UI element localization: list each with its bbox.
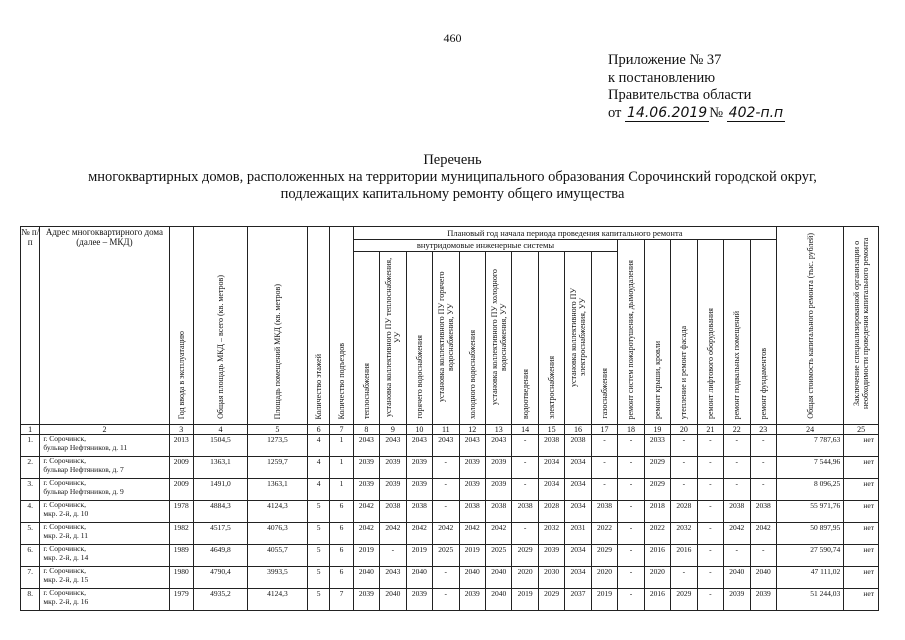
appendix-line-1: Приложение № 37	[608, 52, 722, 68]
plan-year-cell: 2038	[724, 501, 750, 523]
address-city: г. Сорочинск,	[43, 544, 87, 553]
plan-year-cell: 2030	[538, 567, 564, 589]
header-entrances: Количество подъездов	[330, 227, 353, 425]
plan-year-cell: -	[697, 457, 723, 479]
plan-year-cell: 2039	[406, 479, 432, 501]
column-number: 5	[247, 425, 307, 435]
plan-year-cell: 2043	[485, 435, 511, 457]
commission-year: 1978	[169, 501, 193, 523]
column-number: 1	[21, 425, 40, 435]
commission-year: 2013	[169, 435, 193, 457]
header-sub-5: холодного водоснабжения	[459, 252, 485, 425]
plan-year-cell: 2040	[380, 589, 406, 611]
plan-year-cell: 2042	[353, 523, 379, 545]
entrances-count: 1	[330, 479, 353, 501]
plan-year-cell: -	[512, 435, 538, 457]
address-street: мкр. 2-й, д. 14	[43, 552, 89, 562]
plan-year-cell: 2034	[565, 545, 591, 567]
table-row	[21, 457, 879, 479]
conclusion: нет	[844, 479, 879, 501]
handwritten-date: 14.06.2019	[627, 104, 708, 121]
row-number: 7.	[21, 567, 40, 589]
plan-year-cell: 2038	[565, 435, 591, 457]
plan-year-cell: -	[618, 589, 644, 611]
plan-year-cell: 2043	[459, 435, 485, 457]
plan-year-cell: -	[618, 457, 644, 479]
header-conclusion: Заключение специализированной организации о необходимости проведения капитального ремонта	[844, 227, 879, 425]
address-city: г. Сорочинск,	[43, 588, 87, 597]
entrances-count: 7	[330, 589, 353, 611]
row-number: 8.	[21, 589, 40, 611]
plan-year-cell: -	[591, 457, 617, 479]
plan-year-cell: 2042	[459, 523, 485, 545]
plan-year-cell: 2042	[750, 523, 777, 545]
plan-year-cell: -	[697, 523, 723, 545]
plan-year-cell: 2039	[459, 479, 485, 501]
plan-year-cell: 2040	[353, 567, 379, 589]
entrances-count: 6	[330, 567, 353, 589]
address-street: мкр. 2-й, д. 16	[43, 596, 89, 606]
plan-year-cell: 2038	[538, 435, 564, 457]
address-city: г. Сорочинск,	[43, 456, 87, 465]
plan-year-cell: 2038	[512, 501, 538, 523]
commission-year: 2009	[169, 479, 193, 501]
plan-year-cell: 2034	[538, 479, 564, 501]
plan-year-cell: 2029	[644, 457, 670, 479]
appendix-line-3: Правительства области	[608, 87, 752, 103]
header-sub-3: горячего водоснабжения	[406, 252, 432, 425]
column-number: 3	[169, 425, 193, 435]
table-row	[21, 479, 879, 501]
table-row	[21, 567, 879, 589]
plan-year-cell: 2043	[406, 435, 432, 457]
conclusion: нет	[844, 567, 879, 589]
plan-year-cell: 2039	[353, 457, 379, 479]
address-street: бульвар Нефтяников, д. 9	[43, 486, 124, 496]
header-sub-6: установка коллективного ПУ холодного водоснабжения, УУ	[485, 252, 511, 425]
plan-year-cell: 2038	[591, 501, 617, 523]
plan-year-cell: 2039	[459, 589, 485, 611]
plan-year-cell: 2025	[433, 545, 459, 567]
plan-year-cell: 2029	[644, 479, 670, 501]
entrances-count: 6	[330, 501, 353, 523]
floors-count: 4	[307, 457, 329, 479]
plan-year-cell: 2016	[671, 545, 697, 567]
row-number: 1.	[21, 435, 40, 457]
appendix-block	[608, 52, 785, 122]
column-number: 18	[618, 425, 644, 435]
plan-year-cell: 2039	[750, 589, 777, 611]
header-total-area: Общая площадь МКД – всего (кв. метров)	[193, 227, 247, 425]
plan-year-cell: 2019	[591, 589, 617, 611]
conclusion: нет	[844, 501, 879, 523]
plan-year-cell: 2042	[380, 523, 406, 545]
plan-year-cell: 2019	[353, 545, 379, 567]
total-area: 1504,5	[193, 435, 247, 457]
column-number: 6	[307, 425, 329, 435]
plan-year-cell: 2042	[433, 523, 459, 545]
premises-area: 4055,7	[247, 545, 307, 567]
address-city: г. Сорочинск,	[43, 434, 87, 443]
premises-area: 1363,1	[247, 479, 307, 501]
plan-year-cell: 2022	[591, 523, 617, 545]
plan-year-cell: 2039	[380, 457, 406, 479]
header-sub-8: электроснабжения	[538, 252, 564, 425]
plan-year-cell: 2028	[671, 501, 697, 523]
address-city: г. Сорочинск,	[43, 478, 87, 487]
plan-year-cell: -	[618, 545, 644, 567]
repair-cost: 27 590,74	[777, 545, 844, 567]
commission-year: 1989	[169, 545, 193, 567]
appendix-line-2: к постановлению	[608, 69, 716, 86]
plan-year-cell: 2039	[485, 479, 511, 501]
plan-year-cell: -	[618, 435, 644, 457]
header-sub-2: установка коллективного ПУ теплоснабжения, УУ	[380, 252, 406, 425]
plan-year-cell: 2018	[644, 501, 670, 523]
address-cell	[40, 523, 169, 545]
plan-year-cell: 2043	[380, 435, 406, 457]
repair-cost: 7 544,96	[777, 457, 844, 479]
plan-year-cell: -	[697, 479, 723, 501]
plan-year-cell: 2029	[512, 545, 538, 567]
plan-year-cell: 2025	[485, 545, 511, 567]
plan-year-cell: 2043	[433, 435, 459, 457]
column-number: 12	[459, 425, 485, 435]
total-area: 4649,8	[193, 545, 247, 567]
header-sub-14: ремонт лифтового оборудования	[697, 240, 723, 425]
plan-year-cell: 2039	[724, 589, 750, 611]
repair-cost: 47 111,02	[777, 567, 844, 589]
plan-year-cell: 2032	[538, 523, 564, 545]
repair-cost: 50 897,95	[777, 523, 844, 545]
plan-year-cell: 2034	[538, 457, 564, 479]
plan-year-cell: 2040	[459, 567, 485, 589]
commission-year: 1982	[169, 523, 193, 545]
plan-year-cell: -	[512, 479, 538, 501]
entrances-count: 1	[330, 435, 353, 457]
row-number: 4.	[21, 501, 40, 523]
total-area: 4935,2	[193, 589, 247, 611]
plan-year-cell: -	[433, 567, 459, 589]
header-sub-15: ремонт подвальных помещений	[724, 240, 750, 425]
column-number: 24	[777, 425, 844, 435]
plan-year-cell: 2043	[380, 567, 406, 589]
column-number: 19	[644, 425, 670, 435]
mkd-table	[20, 226, 879, 611]
header-sub-10: газоснабжения	[591, 252, 617, 425]
total-area: 4790,4	[193, 567, 247, 589]
plan-year-cell: -	[724, 479, 750, 501]
plan-year-cell: -	[671, 479, 697, 501]
plan-year-cell: 2016	[644, 589, 670, 611]
row-number: 2.	[21, 457, 40, 479]
plan-year-cell: 2039	[353, 479, 379, 501]
plan-year-cell: 2034	[565, 479, 591, 501]
address-street: мкр. 2-й, д. 15	[43, 574, 89, 584]
floors-count: 5	[307, 589, 329, 611]
column-number: 22	[724, 425, 750, 435]
column-number: 13	[485, 425, 511, 435]
header-sub-4: установка коллективного ПУ горячего водоснабжения, УУ	[433, 252, 459, 425]
repair-cost: 55 971,76	[777, 501, 844, 523]
premises-area: 1273,5	[247, 435, 307, 457]
plan-year-cell: -	[697, 545, 723, 567]
floors-count: 5	[307, 501, 329, 523]
plan-year-cell: 2039	[353, 589, 379, 611]
entrances-count: 6	[330, 523, 353, 545]
plan-year-cell: -	[618, 523, 644, 545]
header-sub-7: водоотведения	[512, 252, 538, 425]
total-area: 4517,5	[193, 523, 247, 545]
address-cell	[40, 567, 169, 589]
plan-year-cell: 2037	[565, 589, 591, 611]
column-number: 20	[671, 425, 697, 435]
column-number: 8	[353, 425, 379, 435]
document-title	[0, 152, 905, 203]
repair-cost: 8 096,25	[777, 479, 844, 501]
header-no: № п/п	[21, 227, 40, 425]
handwritten-number: 402-п.п	[728, 104, 784, 121]
plan-year-cell: 2039	[406, 457, 432, 479]
plan-year-cell: -	[750, 435, 777, 457]
address-street: мкр. 2-й, д. 11	[43, 530, 89, 540]
row-number: 6.	[21, 545, 40, 567]
plan-year-cell: -	[380, 545, 406, 567]
total-area: 1363,1	[193, 457, 247, 479]
plan-year-cell: 2033	[644, 435, 670, 457]
conclusion: нет	[844, 545, 879, 567]
column-number: 7	[330, 425, 353, 435]
plan-year-cell: -	[671, 457, 697, 479]
header-engineering-systems: внутридомовые инженерные системы	[353, 240, 618, 252]
plan-year-cell: 2039	[485, 457, 511, 479]
plan-year-cell: -	[618, 501, 644, 523]
plan-year-cell: 2019	[512, 589, 538, 611]
table-row	[21, 523, 879, 545]
plan-year-cell: 2016	[644, 545, 670, 567]
header-sub-11: ремонт систем пожаротушения, дымоудаления	[618, 240, 644, 425]
total-area: 4884,3	[193, 501, 247, 523]
header-premises-area: Площадь помещений МКД (кв. метров)	[247, 227, 307, 425]
plan-year-cell: -	[724, 457, 750, 479]
plan-year-cell: -	[750, 457, 777, 479]
address-city: г. Сорочинск,	[43, 566, 87, 575]
repair-cost: 7 787,63	[777, 435, 844, 457]
floors-count: 4	[307, 435, 329, 457]
title-line-3: подлежащих капитальному ремонту общего имущества	[280, 186, 625, 202]
column-number: 21	[697, 425, 723, 435]
address-street: бульвар Нефтяников, д. 7	[43, 464, 124, 474]
conclusion: нет	[844, 589, 879, 611]
plan-year-cell: 2034	[565, 501, 591, 523]
column-number: 25	[844, 425, 879, 435]
plan-year-cell: 2038	[380, 501, 406, 523]
plan-year-cell: 2040	[406, 567, 432, 589]
premises-area: 4124,3	[247, 501, 307, 523]
plan-year-cell: 2039	[380, 479, 406, 501]
row-number: 5.	[21, 523, 40, 545]
column-number: 4	[193, 425, 247, 435]
plan-year-cell: -	[433, 479, 459, 501]
header-floors: Количество этажей	[307, 227, 329, 425]
address-cell	[40, 435, 169, 457]
plan-year-cell: -	[724, 435, 750, 457]
appendix-line-4	[608, 105, 785, 123]
plan-year-cell: 2032	[671, 523, 697, 545]
plan-year-cell: 2019	[459, 545, 485, 567]
plan-year-cell: -	[512, 457, 538, 479]
column-number: 9	[380, 425, 406, 435]
address-cell	[40, 589, 169, 611]
plan-year-cell: -	[697, 567, 723, 589]
plan-year-cell: -	[750, 479, 777, 501]
column-numbers-row	[21, 425, 879, 435]
header-sub-13: утепление и ремонт фасада	[671, 240, 697, 425]
floors-count: 5	[307, 545, 329, 567]
title-line-1: Перечень	[423, 152, 482, 168]
plan-year-cell: -	[591, 479, 617, 501]
header-cost: Общая стоимость капитального ремонта (тыс. рублей)	[777, 227, 844, 425]
plan-year-cell: 2040	[750, 567, 777, 589]
table-row	[21, 435, 879, 457]
repair-cost: 51 244,03	[777, 589, 844, 611]
column-number: 10	[406, 425, 432, 435]
premises-area: 3993,5	[247, 567, 307, 589]
plan-year-cell: 2039	[538, 545, 564, 567]
plan-year-cell: 2019	[406, 545, 432, 567]
plan-year-cell: 2038	[485, 501, 511, 523]
plan-year-cell: -	[671, 567, 697, 589]
plan-year-cell: 2039	[406, 589, 432, 611]
total-area: 1491,0	[193, 479, 247, 501]
plan-year-cell: 2042	[353, 501, 379, 523]
plan-year-cell: 2040	[485, 567, 511, 589]
table-row	[21, 501, 879, 523]
header-plan-year: Плановый год начала периода проведения капитального ремонта	[353, 227, 776, 240]
floors-count: 5	[307, 523, 329, 545]
page-number: 460	[443, 31, 462, 45]
from-prefix: от	[608, 104, 622, 121]
address-street: мкр. 2-й, д. 10	[43, 508, 89, 518]
plan-year-cell: 2039	[459, 457, 485, 479]
plan-year-cell: 2043	[353, 435, 379, 457]
plan-year-cell: 2038	[406, 501, 432, 523]
commission-year: 1980	[169, 567, 193, 589]
premises-area: 4076,3	[247, 523, 307, 545]
plan-year-cell: 2020	[644, 567, 670, 589]
plan-year-cell: 2029	[671, 589, 697, 611]
column-number: 2	[40, 425, 169, 435]
plan-year-cell: 2029	[538, 589, 564, 611]
plan-year-cell: 2040	[485, 589, 511, 611]
plan-year-cell: 2042	[485, 523, 511, 545]
plan-year-cell: -	[433, 589, 459, 611]
plan-year-cell: -	[618, 567, 644, 589]
commission-year: 2009	[169, 457, 193, 479]
premises-area: 4124,3	[247, 589, 307, 611]
header-sub-16: ремонт фундаментов	[750, 240, 777, 425]
column-number: 11	[433, 425, 459, 435]
title-line-2: многоквартирных домов, расположенных на территории муниципального образования Сорочинский городской округ,	[88, 169, 817, 185]
column-number: 15	[538, 425, 564, 435]
header-year: Год ввода в эксплуатацию	[169, 227, 193, 425]
header-address: Адрес многоквартирного дома (далее – МКД)	[40, 227, 169, 425]
floors-count: 5	[307, 567, 329, 589]
address-cell	[40, 479, 169, 501]
plan-year-cell: -	[512, 523, 538, 545]
column-number: 23	[750, 425, 777, 435]
number-prefix: №	[709, 104, 724, 121]
address-city: г. Сорочинск,	[43, 500, 87, 509]
plan-year-cell: 2029	[591, 545, 617, 567]
header-sub-9: установка коллективного ПУ электроснабжения, УУ	[565, 252, 591, 425]
plan-year-cell: 2031	[565, 523, 591, 545]
table-row	[21, 545, 879, 567]
plan-year-cell: -	[591, 435, 617, 457]
plan-year-cell: 2038	[459, 501, 485, 523]
premises-area: 1259,7	[247, 457, 307, 479]
plan-year-cell: 2034	[565, 567, 591, 589]
commission-year: 1979	[169, 589, 193, 611]
plan-year-cell: 2042	[724, 523, 750, 545]
column-number: 17	[591, 425, 617, 435]
address-street: бульвар Нефтяников, д. 11	[43, 442, 128, 452]
plan-year-cell: 2034	[565, 457, 591, 479]
plan-year-cell: -	[724, 545, 750, 567]
plan-year-cell: -	[433, 501, 459, 523]
plan-year-cell: -	[697, 589, 723, 611]
plan-year-cell: 2020	[591, 567, 617, 589]
header-sub-12: ремонт крыши, кровли	[644, 240, 670, 425]
row-number: 3.	[21, 479, 40, 501]
plan-year-cell: 2022	[644, 523, 670, 545]
header-sub-1: теплоснабжения	[353, 252, 379, 425]
plan-year-cell: -	[618, 479, 644, 501]
address-cell	[40, 501, 169, 523]
address-cell	[40, 457, 169, 479]
plan-year-cell: 2042	[406, 523, 432, 545]
entrances-count: 1	[330, 457, 353, 479]
column-number: 14	[512, 425, 538, 435]
address-city: г. Сорочинск,	[43, 522, 87, 531]
table-row	[21, 589, 879, 611]
entrances-count: 6	[330, 545, 353, 567]
column-number: 16	[565, 425, 591, 435]
conclusion: нет	[844, 435, 879, 457]
plan-year-cell: 2038	[750, 501, 777, 523]
conclusion: нет	[844, 523, 879, 545]
plan-year-cell: -	[671, 435, 697, 457]
plan-year-cell: -	[750, 545, 777, 567]
floors-count: 4	[307, 479, 329, 501]
plan-year-cell: -	[433, 457, 459, 479]
plan-year-cell: 2040	[724, 567, 750, 589]
plan-year-cell: -	[697, 501, 723, 523]
plan-year-cell: 2028	[538, 501, 564, 523]
address-cell	[40, 545, 169, 567]
conclusion: нет	[844, 457, 879, 479]
plan-year-cell: -	[697, 435, 723, 457]
plan-year-cell: 2020	[512, 567, 538, 589]
